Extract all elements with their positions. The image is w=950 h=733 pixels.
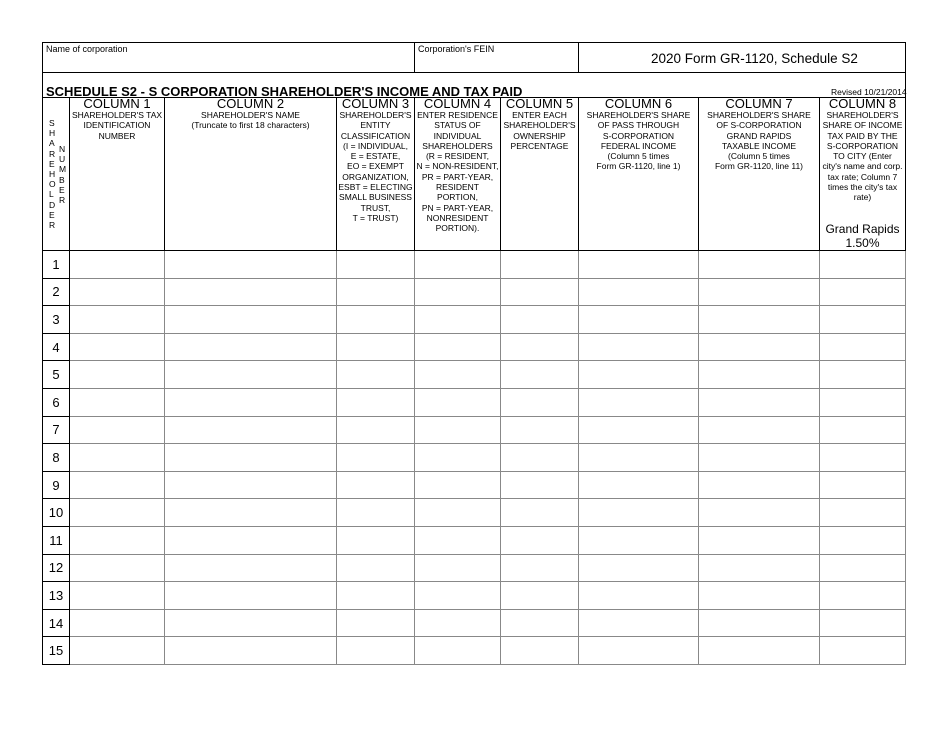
column-2-header [165,98,337,251]
row-10-column-3-cell[interactable] [337,499,415,527]
row-number: 8 [43,444,70,472]
row-14-column-8-cell[interactable] [820,609,906,637]
row-number: 6 [43,388,70,416]
row-9-column-6-cell[interactable] [579,471,699,499]
column-desc-line: PERCENTAGE [510,140,569,151]
row-number: 14 [43,609,70,637]
form-left-border [42,72,43,98]
column-desc-line: IDENTIFICATION [83,120,151,131]
row-11-column-7-cell[interactable] [699,526,820,554]
row-2-column-4-cell[interactable] [415,278,501,306]
row-9-column-3-cell[interactable] [337,471,415,499]
column-1-number: COLUMN 1 [83,96,151,111]
row-4-column-6-cell[interactable] [579,333,699,361]
column-3-header [337,98,415,251]
row-15-column-1-cell[interactable] [70,637,165,665]
row-4-column-5-cell[interactable] [501,333,579,361]
vertical-letter: O [49,179,56,190]
column-desc-line: TAXABLE INCOME [722,140,796,151]
row-10-column-7-cell[interactable] [699,499,820,527]
corporation-fein-field[interactable] [414,42,579,73]
row-3-column-8-cell[interactable] [820,306,906,334]
row-3-column-4-cell[interactable] [415,306,501,334]
row-1-column-3-cell[interactable] [337,251,415,279]
column-7-desc [699,110,819,172]
row-15-column-6-cell[interactable] [579,637,699,665]
row-4-column-1-cell[interactable] [70,333,165,361]
row-5-column-8-cell[interactable] [820,361,906,389]
row-7-column-2-cell[interactable] [165,416,337,444]
row-12-column-6-cell[interactable] [579,554,699,582]
row-3-column-5-cell[interactable] [501,306,579,334]
row-14-column-2-cell[interactable] [165,609,337,637]
row-6-column-5-cell[interactable] [501,388,579,416]
vertical-letter: B [59,174,65,185]
row-7-column-6-cell[interactable] [579,416,699,444]
table-row [43,609,906,637]
row-9-column-5-cell[interactable] [501,471,579,499]
table-row [43,388,906,416]
column-desc-line: RESIDENT PORTION, [436,182,479,203]
table-row [43,471,906,499]
column-6-number: COLUMN 6 [604,96,673,111]
column-3-desc [337,110,414,223]
column-desc-line: S-CORPORATION [602,130,675,141]
column-desc-line: NUMBER [98,130,136,141]
table-row [43,637,906,665]
column-desc-line: NONRESIDENT [426,212,489,223]
row-number: 12 [43,554,70,582]
column-4-desc [415,110,500,234]
row-5-column-1-cell[interactable] [70,361,165,389]
row-5-column-2-cell[interactable] [165,361,337,389]
row-3-column-2-cell[interactable] [165,306,337,334]
table-row [43,582,906,610]
vertical-letter: H [49,169,56,180]
column-2-desc [165,110,336,131]
row-12-column-2-cell[interactable] [165,554,337,582]
column-desc-line: SHAREHOLDER'S [339,110,412,120]
row-15-column-2-cell[interactable] [165,637,337,665]
row-4-column-2-cell[interactable] [165,333,337,361]
row-13-column-7-cell[interactable] [699,582,820,610]
vertical-letter: R [49,220,56,231]
row-5-column-5-cell[interactable] [501,361,579,389]
row-10-column-5-cell[interactable] [501,499,579,527]
column-5-header [501,98,579,251]
row-7-column-4-cell[interactable] [415,416,501,444]
table-row [43,526,906,554]
row-8-column-4-cell[interactable] [415,444,501,472]
vertical-letter: U [59,154,66,165]
row-3-column-3-cell[interactable] [337,306,415,334]
row-7-column-3-cell[interactable] [337,416,415,444]
row-12-column-4-cell[interactable] [415,554,501,582]
row-8-column-5-cell[interactable] [501,444,579,472]
row-1-column-8-cell[interactable] [820,251,906,279]
table-row [43,361,906,389]
vertical-label-number [59,144,67,205]
table-row [43,278,906,306]
column-desc-line: OWNERSHIP [513,130,566,141]
corporation-name-field[interactable] [42,42,415,73]
header-row [43,98,906,251]
row-2-column-8-cell[interactable] [820,278,906,306]
column-desc-line: SHAREHOLDER'S NAME [201,110,300,120]
shareholder-table [42,97,906,665]
row-10-column-8-cell[interactable] [820,499,906,527]
row-6-column-7-cell[interactable] [699,388,820,416]
row-14-column-5-cell[interactable] [501,609,579,637]
row-2-column-6-cell[interactable] [579,278,699,306]
row-number: 1 [43,251,70,279]
row-9-column-2-cell[interactable] [165,471,337,499]
row-4-column-3-cell[interactable] [337,333,415,361]
column-desc-line: TAX PAID BY THE [827,130,898,141]
row-14-column-7-cell[interactable] [699,609,820,637]
column-5-desc [501,110,578,151]
row-13-column-8-cell[interactable] [820,582,906,610]
vertical-letter: S [49,118,55,128]
table-row [43,306,906,334]
table-row [43,251,906,279]
row-12-column-7-cell[interactable] [699,554,820,582]
row-1-column-5-cell[interactable] [501,251,579,279]
vertical-letter: R [49,148,56,159]
vertical-letter: N [59,144,66,154]
vertical-letter: E [49,209,55,220]
column-desc-line: Form GR-1120, line 1) [596,161,681,172]
row-8-column-7-cell[interactable] [699,444,820,472]
row-2-column-5-cell[interactable] [501,278,579,306]
row-11-column-6-cell[interactable] [579,526,699,554]
column-1-header [70,98,165,251]
row-12-column-5-cell[interactable] [501,554,579,582]
row-10-column-1-cell[interactable] [70,499,165,527]
column-desc-line: SHAREHOLDER'S TAX [71,110,163,120]
row-2-column-2-cell[interactable] [165,278,337,306]
column-desc-line: tax rate; Column 7 [827,171,898,182]
row-number: 3 [43,306,70,334]
column-8-header [820,98,906,251]
row-15-column-5-cell[interactable] [501,637,579,665]
row-15-column-4-cell[interactable] [415,637,501,665]
row-3-column-6-cell[interactable] [579,306,699,334]
row-9-column-1-cell[interactable] [70,471,165,499]
row-5-column-4-cell[interactable] [415,361,501,389]
row-6-column-4-cell[interactable] [415,388,501,416]
row-11-column-2-cell[interactable] [165,526,337,554]
column-desc-line: FEDERAL INCOME [600,140,677,151]
row-1-column-1-cell[interactable] [70,251,165,279]
row-4-column-4-cell[interactable] [415,333,501,361]
column-desc-line: (R = RESIDENT, [425,151,490,162]
column-3-number: COLUMN 3 [341,96,410,111]
row-11-column-5-cell[interactable] [501,526,579,554]
row-14-column-3-cell[interactable] [337,609,415,637]
column-desc-line: ENTITY [360,120,391,131]
row-number: 5 [43,361,70,389]
column-desc-line: N = NON-RESIDENT, [416,161,499,172]
row-8-column-3-cell[interactable] [337,444,415,472]
row-1-column-4-cell[interactable] [415,251,501,279]
column-desc-line: (Column 5 times [728,151,790,162]
row-13-column-2-cell[interactable] [165,582,337,610]
column-desc-line: SHAREHOLDER'S [826,110,899,120]
column-desc-line: CLASSIFICATION [340,130,411,141]
column-7-number: COLUMN 7 [725,96,793,111]
form-title: 2020 Form GR-1120, Schedule S2 [651,51,858,66]
row-11-column-3-cell[interactable] [337,526,415,554]
column-desc-line: EO = EXEMPT [347,161,404,172]
table-row [43,416,906,444]
column-desc-line: (Column 5 times [607,151,670,162]
column-desc-line: SHARE OF INCOME [822,120,903,131]
row-number: 10 [43,499,70,527]
column-desc-line: SHAREHOLDER'S SHARE [707,110,811,120]
row-number: 11 [43,526,70,554]
row-2-column-1-cell[interactable] [70,278,165,306]
row-9-column-4-cell[interactable] [415,471,501,499]
row-7-column-7-cell[interactable] [699,416,820,444]
column-desc-line: OF PASS THROUGH [597,120,680,131]
row-4-column-8-cell[interactable] [820,333,906,361]
row-14-column-1-cell[interactable] [70,609,165,637]
column-desc-line: times the city's tax rate) [827,182,898,203]
column-8-city-name[interactable]: Grand Rapids [825,222,900,236]
row-8-column-1-cell[interactable] [70,444,165,472]
row-3-column-7-cell[interactable] [699,306,820,334]
row-12-column-1-cell[interactable] [70,554,165,582]
column-desc-line: PORTION). [435,223,480,234]
vertical-label-shareholder [49,118,57,230]
row-11-column-8-cell[interactable] [820,526,906,554]
row-13-column-3-cell[interactable] [337,582,415,610]
row-2-column-3-cell[interactable] [337,278,415,306]
form-title-box [578,42,906,73]
row-10-column-4-cell[interactable] [415,499,501,527]
column-desc-line: ORGANIZATION, [342,171,409,182]
row-8-column-8-cell[interactable] [820,444,906,472]
row-6-column-1-cell[interactable] [70,388,165,416]
row-13-column-5-cell[interactable] [501,582,579,610]
column-6-header [579,98,699,251]
column-desc-line: ESBT = ELECTING [338,182,413,193]
vertical-letter: A [49,138,55,149]
column-desc-line: ENTER EACH [512,110,567,120]
row-5-column-3-cell[interactable] [337,361,415,389]
column-desc-line: city's name and corp. [822,161,903,172]
row-5-column-6-cell[interactable] [579,361,699,389]
row-11-column-1-cell[interactable] [70,526,165,554]
row-14-column-4-cell[interactable] [415,609,501,637]
row-14-column-6-cell[interactable] [579,609,699,637]
column-4-header [415,98,501,251]
column-desc-line: OF S-CORPORATION [716,120,802,131]
row-13-column-4-cell[interactable] [415,582,501,610]
vertical-letter: H [49,128,56,139]
vertical-letter: M [59,164,67,175]
row-10-column-6-cell[interactable] [579,499,699,527]
row-2-column-7-cell[interactable] [699,278,820,306]
column-6-desc [579,110,698,172]
column-4-number: COLUMN 4 [423,96,492,111]
row-11-column-4-cell[interactable] [415,526,501,554]
row-13-column-6-cell[interactable] [579,582,699,610]
row-15-column-3-cell[interactable] [337,637,415,665]
revised-date: Revised 10/21/2014 [831,87,907,97]
column-desc-line: (I = INDIVIDUAL, [343,140,408,151]
column-desc-line: SMALL BUSINESS [339,192,412,203]
table-row [43,444,906,472]
schedule-title: SCHEDULE S2 - S CORPORATION SHAREHOLDER'S INCOME AND TAX PAID [46,84,523,99]
column-desc-line: TRUST, [360,202,391,213]
row-5-column-7-cell[interactable] [699,361,820,389]
column-desc-line: SHAREHOLDER'S [503,120,576,131]
row-8-column-2-cell[interactable] [165,444,337,472]
vertical-letter: R [59,195,66,206]
row-9-column-7-cell[interactable] [699,471,820,499]
column-desc-line: STATUS OF [434,120,481,131]
column-desc-line: Form GR-1120, line 11) [714,161,804,172]
column-5-number: COLUMN 5 [505,96,574,111]
row-8-column-6-cell[interactable] [579,444,699,472]
column-desc-line: TO CITY (Enter [833,151,892,162]
column-desc-line: E = ESTATE, [350,151,401,162]
row-number: 15 [43,637,70,665]
row-number: 7 [43,416,70,444]
row-6-column-8-cell[interactable] [820,388,906,416]
row-12-column-3-cell[interactable] [337,554,415,582]
vertical-letter: L [49,189,54,200]
column-desc-line: T = TRUST) [352,212,399,223]
row-1-column-6-cell[interactable] [579,251,699,279]
row-6-column-6-cell[interactable] [579,388,699,416]
column-desc-line: ENTER RESIDENCE [417,110,498,120]
row-9-column-8-cell[interactable] [820,471,906,499]
row-number: 2 [43,278,70,306]
row-3-column-1-cell[interactable] [70,306,165,334]
column-7-header [699,98,820,251]
column-8-tax-rate[interactable]: 1.50% [845,236,880,250]
column-1-desc [70,110,164,141]
row-13-column-1-cell[interactable] [70,582,165,610]
row-number: 9 [43,471,70,499]
row-1-column-2-cell[interactable] [165,251,337,279]
row-7-column-8-cell[interactable] [820,416,906,444]
table-row [43,554,906,582]
row-10-column-2-cell[interactable] [165,499,337,527]
vertical-letter: E [49,158,55,169]
corporation-name-label: Name of corporation [46,44,128,54]
corporation-fein-label: Corporation's FEIN [418,44,495,54]
row-7-column-1-cell[interactable] [70,416,165,444]
column-desc-line: (Truncate to first 18 characters) [191,120,310,131]
table-row [43,499,906,527]
row-15-column-8-cell[interactable] [820,637,906,665]
vertical-letter: D [49,199,56,210]
table-row [43,333,906,361]
column-8-number: COLUMN 8 [828,96,897,111]
row-number: 4 [43,333,70,361]
column-desc-line: PN = PART-YEAR, [421,202,494,213]
vertical-letter: E [59,184,65,195]
column-desc-line: SHAREHOLDERS [422,140,493,151]
column-desc-line: S-CORPORATION [826,140,899,151]
column-8-desc [820,110,905,203]
row-15-column-7-cell[interactable] [699,637,820,665]
column-desc-line: GRAND RAPIDS [726,130,792,141]
row-1-column-7-cell[interactable] [699,251,820,279]
column-desc-line: INDIVIDUAL [433,130,482,141]
column-desc-line: PR = PART-YEAR, [421,171,494,182]
column-2-number: COLUMN 2 [216,96,285,111]
row-6-column-2-cell[interactable] [165,388,337,416]
row-6-column-3-cell[interactable] [337,388,415,416]
row-12-column-8-cell[interactable] [820,554,906,582]
shareholder-number-header [43,98,70,251]
column-desc-line: SHAREHOLDER'S SHARE [586,110,691,120]
row-7-column-5-cell[interactable] [501,416,579,444]
row-number: 13 [43,582,70,610]
row-4-column-7-cell[interactable] [699,333,820,361]
